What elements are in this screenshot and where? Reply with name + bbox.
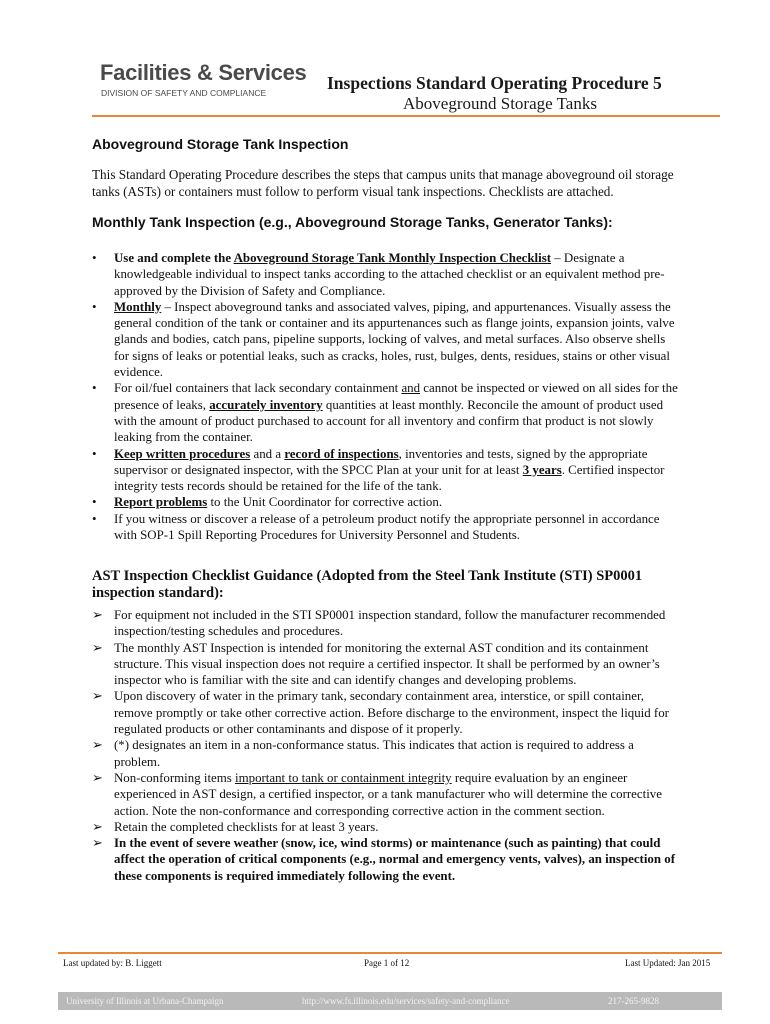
- section-heading-ast-inspection: Aboveground Storage Tank Inspection: [92, 136, 349, 152]
- intro-paragraph: This Standard Operating Procedure describes the steps that campus units that manage aboveground oil storage tanks (ASTs) or containers must follow to perform visual tank inspections. Checklists are attached.: [92, 167, 674, 199]
- list-item: ➢ Non-conforming items important to tank or containment integrity require evaluation by an engineer experienced in AST design, a certified inspector, or a tank manufacturer who will determine the corrective action. Note the non-conformance and corresponding corrective action in the comment section.: [92, 770, 662, 818]
- bullet-icon: •: [92, 299, 97, 314]
- arrow-bullet-icon: ➢: [92, 738, 103, 753]
- list-item: ➢ (*) designates an item in a non-conformance status. This indicates that action is required to address a problem.: [92, 738, 634, 769]
- page-number: Page 1 of 12: [364, 958, 410, 968]
- list-item: ➢ In the event of severe weather (snow, ice, wind storms) or maintenance (such as painting) that could affect the operation of critical components (e.g., normal and emergency vents, valves), an inspection of these components is required immediately following the event.: [92, 836, 676, 883]
- checklist-link[interactable]: Aboveground Storage Tank Monthly Inspection Checklist: [233, 251, 552, 265]
- list-item: ➢ Upon discovery of water in the primary tank, secondary containment area, interstice, or spill container, remove promptly or take other corrective action. Before discharge to the environment, inspect the liquid for regulated products or other contaminants and dispose of it properly.: [92, 689, 669, 737]
- monthly-bullet-list: [92, 250, 680, 543]
- bullet-icon: •: [92, 446, 97, 461]
- arrow-bullet-icon: ➢: [92, 689, 103, 704]
- list-item: • Report problems to the Unit Coordinator for corrective action.: [92, 495, 443, 510]
- phone-number: 217-265-9828: [608, 996, 659, 1006]
- bullet-icon: •: [92, 381, 97, 396]
- arrow-bullet-icon: ➢: [92, 770, 103, 785]
- website-link[interactable]: http://www.fs.illinois.edu/services/safety-and-compliance: [302, 996, 510, 1006]
- footer-divider: [58, 952, 722, 954]
- list-item: • Keep written procedures and a record of inspections, inventories and tests, signed by the appropriate supervisor or designated inspector, with the SPCC Plan at your unit for at least 3 years. Certified inspector integrity tests records should be retained for the life of the tank.: [92, 446, 665, 494]
- arrow-bullet-icon: ➢: [92, 836, 103, 851]
- bullet-icon: •: [92, 495, 97, 510]
- logo-title: Facilities & Services: [100, 60, 307, 85]
- list-item: ➢ For equipment not included in the STI SP0001 inspection standard, follow the manufacturer recommended inspection/testing schedules and procedures.: [92, 608, 666, 639]
- list-item: ➢ Retain the completed checklists for at least 3 years.: [92, 819, 379, 834]
- document-subtitle: Aboveground Storage Tanks: [403, 94, 597, 113]
- list-item: • Monthly – Inspect aboveground tanks and associated valves, piping, and appurtenances. Visually assess the general condition of the tank or container and its appurtenances such as flange joints, expansion joints, valve glands and bodies, catch pans, pipeline supports, locking of valves, and metal surfaces. Also observe shells for signs of leaks or potential leaks, such as cracks, holes, rust, bulges, dents, residues, stains or other visual evidence.: [92, 299, 675, 380]
- arrow-bullet-icon: ➢: [92, 640, 103, 655]
- arrow-bullet-icon: ➢: [92, 819, 103, 834]
- arrow-bullet-icon: ➢: [92, 608, 103, 622]
- last-updated-by: Last updated by: B. Liggett: [63, 958, 162, 968]
- list-item: • If you witness or discover a release of a petroleum product notify the appropriate personnel in accordance with SOP-1 Spill Reporting Procedures for University Personnel and Students.: [92, 511, 660, 543]
- list-item: • For oil/fuel containers that lack secondary containment and cannot be inspected or viewed on all sides for the presence of leaks, accurately inventory quantities at least monthly. Reconcile the amount of product used with the amount of product purchased to account for all inventory and confirm that product is not slowly leaking from the container.: [92, 381, 678, 445]
- guidance-arrow-list: [92, 607, 680, 884]
- section-heading-checklist-guidance: AST Inspection Checklist Guidance (Adopted from the Steel Tank Institute (STI) SP0001 inspection standard):: [92, 568, 643, 601]
- logo-subtitle: DIVISION OF SAFETY AND COMPLIANCE: [101, 88, 267, 98]
- university-name: University of Illinois at Urbana-Champaign: [66, 996, 224, 1006]
- bullet-icon: •: [92, 251, 97, 265]
- list-item: • Use and complete the Aboveground Storage Tank Monthly Inspection Checklist – Designate a knowledgeable individual to inspect tanks according to the attached checklist or an equivalent method pre-approved by the Division of Safety and Compliance.: [92, 251, 665, 298]
- header-divider: [92, 115, 720, 117]
- bullet-icon: •: [92, 511, 97, 526]
- footer-bar: [58, 992, 722, 1010]
- section-heading-monthly: Monthly Tank Inspection (e.g., Aboveground Storage Tanks, Generator Tanks):: [92, 214, 613, 230]
- list-item: ➢ The monthly AST Inspection is intended for monitoring the external AST condition and its containment structure. This visual inspection does not require a certified inspector. It shall be performed by an owner’s inspector who is familiar with the site and can identify changes and developing problems.: [92, 640, 660, 688]
- last-updated-date: Last Updated: Jan 2015: [625, 958, 711, 968]
- document-title: Inspections Standard Operating Procedure 5: [327, 73, 662, 93]
